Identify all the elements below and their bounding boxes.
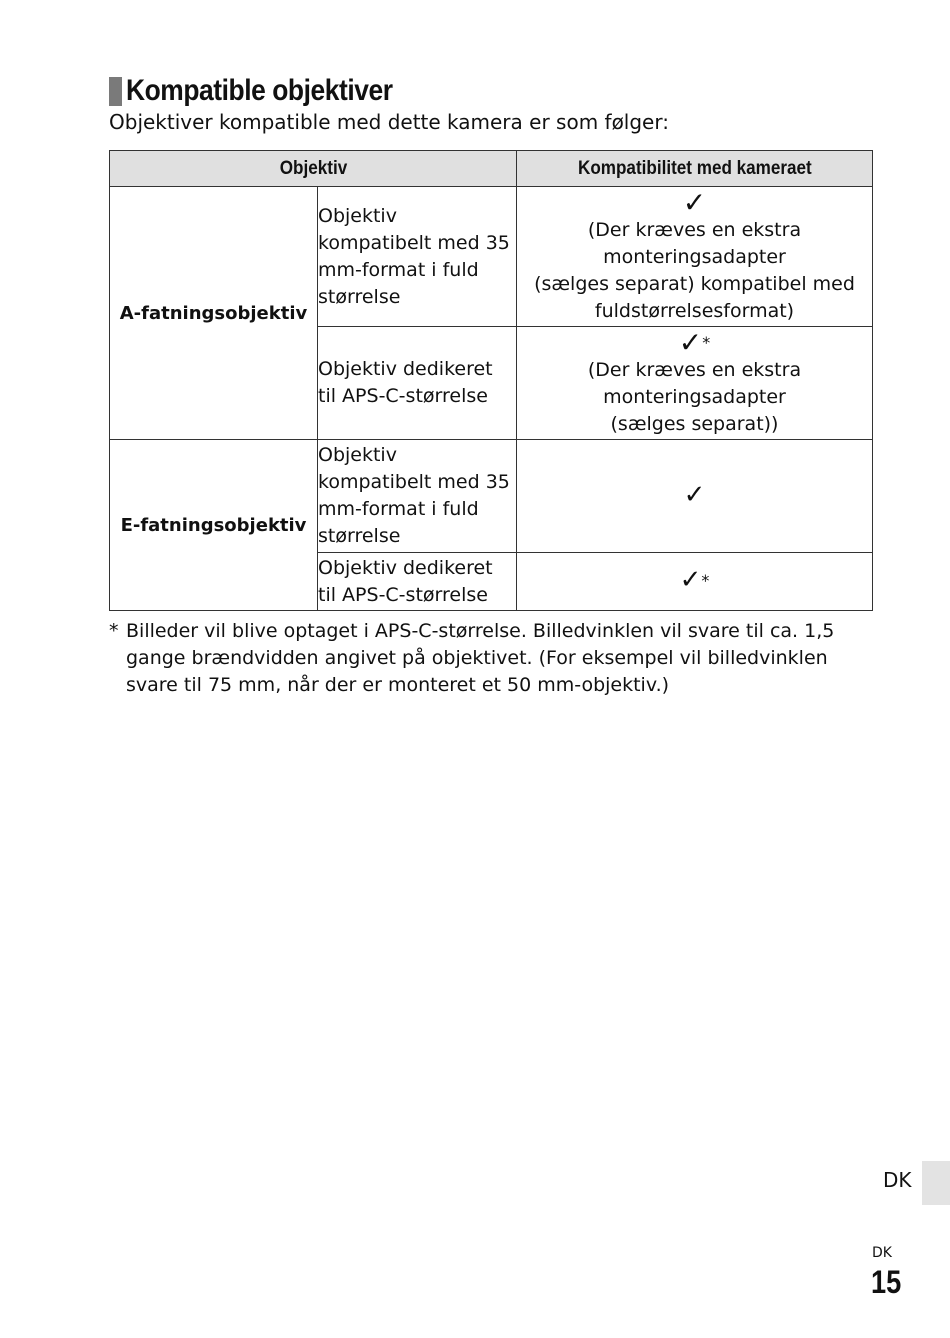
compat-note-line: monteringsadapter — [603, 245, 786, 268]
compatibility-table — [109, 150, 873, 611]
lens-cell: Objektiv kompatibelt med 35 mm-format i fuld størrelse — [318, 187, 517, 327]
table-row — [110, 440, 873, 553]
section-heading — [109, 74, 429, 108]
footnote-star: * — [702, 332, 711, 352]
table-header-row — [110, 151, 873, 187]
heading-marker — [109, 77, 122, 106]
table-row — [110, 187, 873, 327]
header-lens: Objektiv — [110, 151, 517, 187]
check-mark-icon: ✓ — [679, 565, 702, 595]
check-mark-icon: ✓ — [678, 325, 703, 359]
compat-note-line: monteringsadapter — [603, 385, 786, 408]
language-side-label: DK — [883, 1168, 912, 1192]
compat-note-line: fuldstørrelsesformat) — [594, 299, 795, 322]
check-mark-icon: ✓ — [683, 479, 706, 510]
lens-cell: Objektiv kompatibelt med 35 mm-format i fuld størrelse — [318, 440, 517, 553]
check-mark-icon: ✓ — [682, 185, 707, 219]
header-compatibility: Kompatibilitet med kameraet — [517, 151, 873, 187]
compat-cell — [517, 553, 873, 611]
compat-note-line: (Der kræves en ekstra — [587, 218, 802, 241]
check-mark-with-footnote — [517, 325, 872, 359]
mount-cell-a: A-fatningsobjektiv — [110, 187, 318, 440]
compat-cell — [517, 440, 873, 553]
footnote — [109, 618, 879, 699]
lens-cell: Objektiv dedikeret til APS-C-størrelse — [318, 553, 517, 611]
footnote-star: * — [701, 571, 710, 590]
intro-text: Objektiver kompatible med dette kamera er som følger: — [109, 110, 669, 134]
footnote-text: Billeder vil blive optaget i APS-C-størrelse. Billedvinklen vil svare til ca. 1,5 gange brændvidden angivet på objektivet. (For eksempel vil billedvinklen svare til 75 mm, når der er monteret et 50 mm-objektiv.) — [126, 620, 835, 696]
compat-note-line: (sælges separat) kompatibel med — [534, 272, 855, 295]
page-number: 15 — [871, 1264, 902, 1300]
compat-note-line: (Der kræves en ekstra — [587, 358, 802, 381]
page-language-code: DK — [872, 1245, 892, 1261]
compat-cell — [517, 187, 873, 327]
compat-cell — [517, 327, 873, 440]
footnote-mark: * — [109, 620, 119, 642]
mount-cell-e: E-fatningsobjektiv — [110, 440, 318, 611]
language-side-tab — [922, 1161, 950, 1205]
page-title: Kompatible objektiver — [126, 74, 393, 107]
compat-note-line: (sælges separat)) — [610, 412, 779, 435]
lens-cell: Objektiv dedikeret til APS-C-størrelse — [318, 327, 517, 440]
